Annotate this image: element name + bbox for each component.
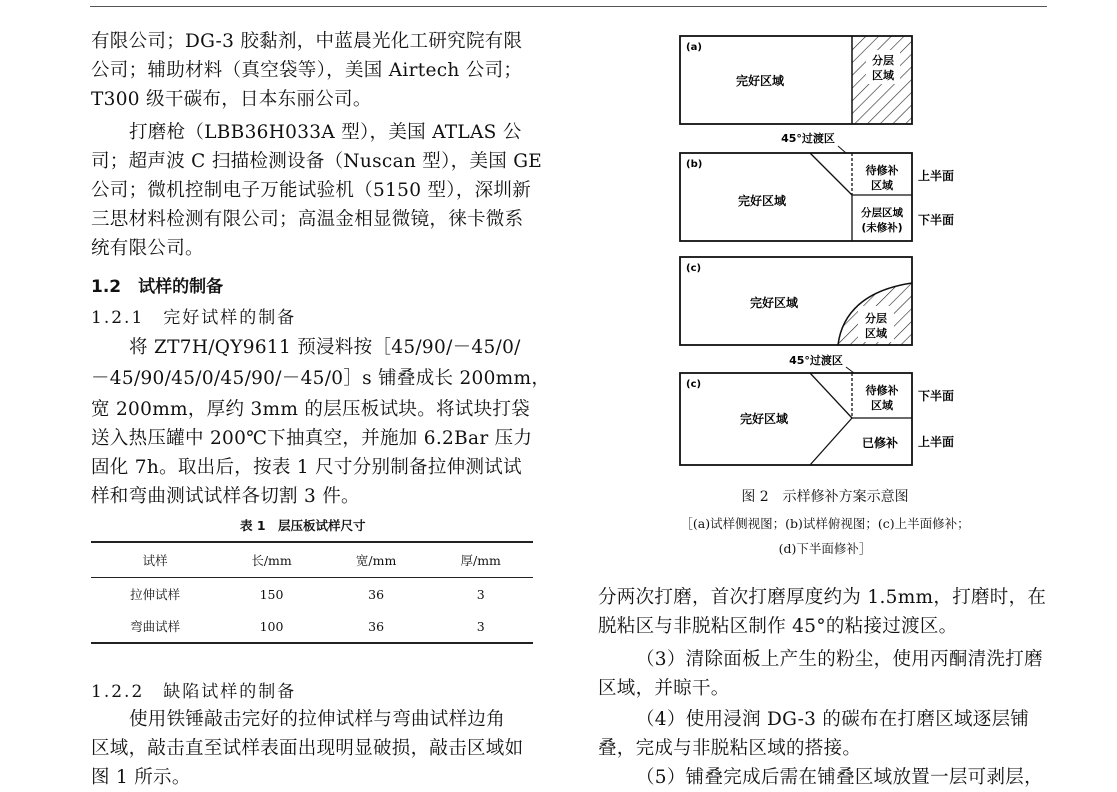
para-specimen-line-4: 送入热压罐中 200℃下抽真空，并施加 6.2Bar 压力 (91, 428, 533, 449)
table-cell: 3 (428, 610, 533, 643)
panel-d-lower-face-label: 下半面 (918, 389, 955, 403)
table-row (91, 578, 533, 611)
para-specimen-line-2: －45/90/45/0/45/90/－45/0］s 铺叠成长 200mm， (91, 368, 551, 389)
panel-d-torepair-label-2: 区域 (871, 399, 893, 412)
panel-d-intact-label: 完好区域 (739, 412, 789, 426)
para-defect-line-1: 使用铁锤敲击完好的拉伸试样与弯曲试样边角 (129, 709, 506, 730)
table-cell: 36 (324, 610, 429, 643)
section-heading-1-2: 1.2 试样的制备 (91, 277, 224, 297)
table-cell: 36 (368, 586, 385, 602)
panel-c-delam-label-1: 分层 (865, 312, 887, 325)
panel-d-diagonal-lower (810, 418, 852, 465)
figure-subcaption-1: ［(a)试样侧视图；(b)试样俯视图；(c)上半面修补； (680, 516, 970, 531)
para-equipment-line-1: 打磨枪（LBB36H033A 型），美国 ATLAS 公 (129, 122, 522, 143)
table-header-row (91, 542, 533, 578)
panel-b-unrepaired-label-1: 分层区域 (861, 207, 903, 219)
para-step4-line-2: 叠，完成与非脱粘区域的搭接。 (598, 738, 862, 759)
panel-b-tag: (b) (686, 159, 703, 170)
panel-b-unrepaired-label-2: (未修补) (861, 222, 903, 234)
table-header-cell: 厚/mm (428, 542, 533, 578)
repair-scheme-figure (670, 28, 970, 474)
figure-caption: 图 2 示样修补方案示意图 (741, 489, 909, 505)
transition-label-2: 45°过渡区 (789, 354, 843, 367)
para-materials-line-3: T300 级干碳布，日本东丽公司。 (91, 89, 372, 110)
para-specimen-line-6: 样和弯曲测试试样各切割 3 件。 (91, 486, 360, 507)
panel-d-tag: (c) (686, 379, 702, 390)
panel-d-repaired-label: 已修补 (861, 436, 899, 450)
para-materials-line-2: 公司；辅助材料（真空袋等），美国 Airtech 公司； (91, 60, 523, 81)
table-cell: 150 (259, 586, 284, 602)
para-step2-line-1: 分两次打磨，首次打磨厚度约为 1.5mm，打磨时，在 (598, 587, 1047, 608)
table-row (91, 610, 533, 643)
panel-b-lower-face-label: 下半面 (918, 213, 955, 227)
para-materials-line-1: 有限公司；DG-3 胶黏剂，中蓝晨光化工研究院有限 (91, 31, 523, 52)
para-specimen-line-3: 宽 200mm，厚约 3mm 的层压板试块。将试块打袋 (91, 399, 530, 420)
para-equipment-line-4: 三思材料检测有限公司；高温金相显微镜，徕卡微系 (91, 209, 524, 230)
panel-a-delam-label-1: 分层 (872, 54, 894, 67)
panel-a-delam-label-2: 区域 (872, 69, 894, 82)
panel-a-intact-label: 完好区域 (735, 74, 785, 88)
table-header-cell: 长/mm (219, 542, 324, 578)
table-header-cell: 试样 (91, 542, 219, 578)
panel-d-upper-face-label: 上半面 (918, 435, 955, 449)
section-heading-1-2-1: 1.2.1 完好试样的制备 (91, 308, 297, 328)
section-heading-1-2-2: 1.2.2 缺陷试样的制备 (91, 682, 297, 702)
para-defect-line-2: 区域，敲击直至试样表面出现明显破损，敲击区域如 (91, 738, 524, 759)
panel-b-torepair-label-2: 区域 (871, 179, 893, 192)
panel-b-torepair-label-1: 待修补 (865, 164, 899, 177)
table-cell: 100 (219, 610, 324, 643)
panel-b-upper-face-label: 上半面 (918, 169, 955, 183)
transition-label-1: 45°过渡区 (781, 132, 835, 145)
panel-a-tag: (a) (686, 42, 702, 53)
panel-c-intact-label: 完好区域 (749, 296, 799, 310)
panel-b-diagonal (810, 153, 852, 195)
para-specimen-line-5: 固化 7h。取出后，按表 1 尺寸分别制备拉伸测试试 (91, 457, 522, 478)
header-rule (90, 6, 1047, 7)
table-cell: 弯曲试样 (91, 610, 219, 643)
para-defect-line-3: 图 1 所示。 (91, 767, 191, 788)
panel-d-torepair-label-1: 待修补 (865, 384, 899, 397)
table-header-cell: 宽/mm (324, 542, 429, 578)
para-step5-line-1: （5）铺叠完成后需在铺叠区域放置一层可剥层， (636, 767, 1043, 788)
para-step2-line-2: 脱粘区与非脱粘区制作 45°的粘接过渡区。 (598, 616, 958, 637)
para-step3-line-2: 区域，并晾干。 (598, 678, 730, 699)
panel-c-tag: (c) (686, 263, 702, 274)
panel-b-intact-label: 完好区域 (737, 194, 787, 208)
table-cell: 3 (476, 586, 485, 602)
para-equipment-line-3: 公司；微机控制电子万能试验机（5150 型），深圳新 (91, 180, 532, 201)
transition-pointer-1 (838, 146, 846, 153)
table-cell: 拉伸试样 (130, 587, 181, 602)
specimen-size-table (91, 541, 533, 644)
para-step4-line-1: （4）使用浸润 DG-3 的碳布在打磨区域逐层铺 (636, 709, 1030, 730)
table-caption: 表 1 层压板试样尺寸 (240, 518, 366, 533)
panel-c-delam-label-2: 区域 (865, 327, 887, 340)
panel-d-diagonal-upper (810, 373, 852, 418)
figure-subcaption-2: (d)下半面修补］ (778, 541, 872, 556)
para-step3-line-1: （3）清除面板上产生的粉尘，使用丙酮清洗打磨 (636, 649, 1043, 670)
para-specimen-line-1: 将 ZT7H/QY9611 预浸料按［45/90/－45/0/ (129, 337, 521, 358)
para-equipment-line-2: 司；超声波 C 扫描检测设备（Nuscan 型），美国 GE (91, 151, 543, 172)
para-equipment-line-5: 统有限公司。 (91, 238, 204, 259)
